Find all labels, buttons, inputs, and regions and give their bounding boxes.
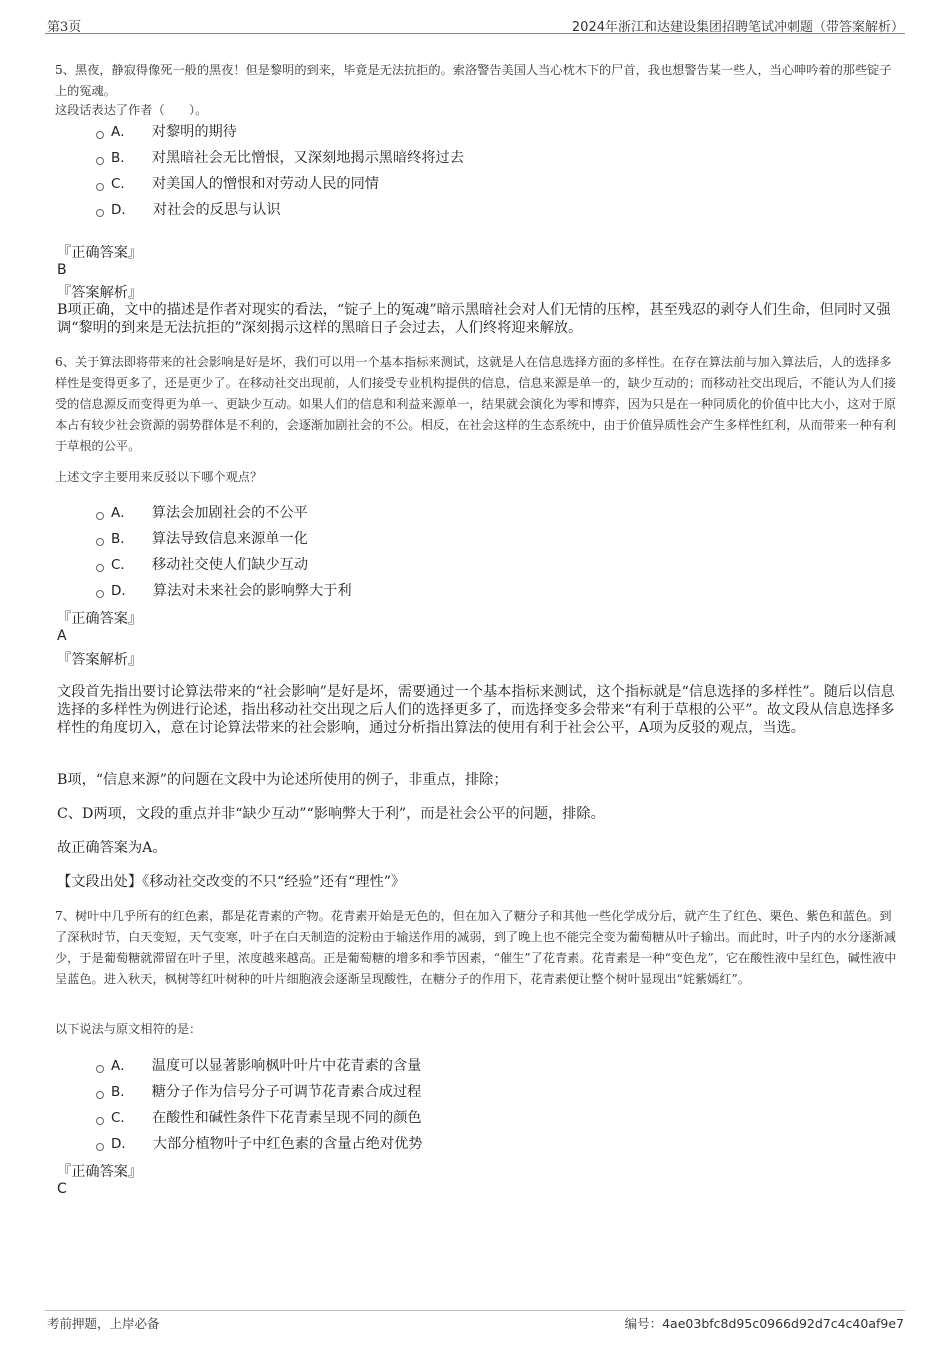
radio-icon[interactable]	[96, 1065, 104, 1073]
q6-source: 【文段出处】《移动社交改变的不只“经验”还有“理性”》	[57, 874, 406, 890]
q6-analysis-p2: B项，“信息来源”的问题在文段中为论述所使用的例子，非重点，排除；	[57, 772, 508, 788]
q7-options	[96, 1053, 422, 1157]
q5-analysis-label: 『答案解析』	[57, 285, 143, 301]
document-code-label: 编号：	[624, 1316, 663, 1331]
q7-option-a[interactable]: A． 温度可以显著影响枫叶叶片中花青素的含量	[96, 1053, 422, 1079]
q6-options	[96, 500, 352, 604]
q5-options	[96, 119, 464, 223]
radio-icon[interactable]	[96, 1143, 104, 1151]
q5-option-a[interactable]: A． 对黎明的期待	[96, 119, 464, 145]
q7-option-c[interactable]: C． 在酸性和碱性条件下花青素呈现不同的颜色	[96, 1105, 422, 1131]
radio-icon[interactable]	[96, 131, 104, 139]
q6-option-c[interactable]: C． 移动社交使人们缺少互动	[96, 552, 352, 578]
radio-icon[interactable]	[96, 538, 104, 546]
q6-stem: 6、关于算法即将带来的社会影响是好是坏，我们可以用一个基本指标来测试，这就是人在信息选择方面的多样性。在存在算法前与加入算法后，人的选择多样性是变得更多了，还是更少了。在移动社交出现前，人们接受专业机构提供的信息，信息来源是单一的，缺少互动的；而移动社交出现后，不能认为人们接受的信息源反而变得更为单一、更缺少互动。如果人们的信息和利益来源单一，结果就会演化为零和博弈，因为只是在一种同质化的价值中比大小，这对于原本占有较少社会资源的弱势群体是不利的，会逐渐加剧社会的不公。相反，在社会这样的生态系统中，由于价值异质性会产生多样性红利，从而带来一种有利于草根的公平。	[55, 355, 896, 453]
q5-analysis: B项正确，文中的描述是作者对现实的看法，“锭子上的冤魂”暗示黑暗社会对人们无情的压榨，甚至残忍的剥夺人们生命，但同时又强调“黎明的到来是无法抗拒的”深刻揭示这样的黑暗日子会过去，人们终将迎来解放。	[57, 302, 891, 336]
q5-answer-label: 『正确答案』	[57, 245, 143, 261]
radio-icon[interactable]	[96, 209, 104, 217]
q7-option-b[interactable]: B． 糖分子作为信号分子可调节花青素合成过程	[96, 1079, 422, 1105]
q5-stem: 5、黑夜，静寂得像死一般的黑夜！但是黎明的到来，毕竟是无法抗拒的。索洛警告美国人当心枕木下的尸首，我也想警告某一些人，当心呻吟着的那些锭子上的冤魂。	[55, 63, 892, 98]
document-title: 2024年浙江和达建设集团招聘笔试冲刺题（带答案解析）	[571, 20, 904, 35]
q7-option-d[interactable]: D． 大部分植物叶子中红色素的含量占绝对优势	[96, 1131, 422, 1157]
radio-icon[interactable]	[96, 1117, 104, 1125]
q6-prompt: 上述文字主要用来反驳以下哪个观点？	[55, 470, 263, 484]
q6-option-d[interactable]: D． 算法对未来社会的影响弊大于利	[96, 578, 352, 604]
document-code	[625, 1314, 904, 1332]
q6-analysis-label: 『答案解析』	[57, 652, 143, 668]
q6-option-a[interactable]: A． 算法会加剧社会的不公平	[96, 500, 352, 526]
radio-icon[interactable]	[96, 564, 104, 572]
q6-answer-label: 『正确答案』	[57, 611, 143, 627]
radio-icon[interactable]	[96, 183, 104, 191]
q6-answer: A	[57, 628, 67, 644]
radio-icon[interactable]	[96, 590, 104, 598]
q7-answer: C	[57, 1181, 67, 1197]
q5-option-b[interactable]: B． 对黑暗社会无比憎恨，又深刻地揭示黑暗终将过去	[96, 145, 464, 171]
q5-option-d[interactable]: D． 对社会的反思与认识	[96, 197, 464, 223]
footer-slogan: 考前押题，上岸必备	[47, 1316, 160, 1331]
q7-prompt: 以下说法与原文相符的是：	[55, 1022, 202, 1036]
q7-answer-label: 『正确答案』	[57, 1164, 143, 1180]
header-divider	[45, 33, 905, 34]
q6-analysis-p1: 文段首先指出要讨论算法带来的“社会影响”是好是坏，需要通过一个基本指标来测试，这个指标就是“信息选择的多样性”。随后以信息选择的多样性为例进行论述，指出移动社交出现之后人们的选择更多了，而选择变多会带来“有利于草根的公平”。故文段从信息选择多样性的角度切入，意在讨论算法带来的社会影响，通过分析指出算法的使用有利于社会公平，A项为反驳的观点，当选。	[57, 684, 895, 736]
q6-analysis-p3: C、D两项，文段的重点并非“缺少互动”“影响弊大于利”，而是社会公平的问题，排除。	[57, 806, 605, 822]
q7-stem: 7、树叶中几乎所有的红色素，都是花青素的产物。花青素开始是无色的，但在加入了糖分子和其他一些化学成分后，就产生了红色、栗色、紫色和蓝色。到了深秋时节，白天变短，天气变寒，叶子在白天制造的淀粉由于输送作用的减弱，到了晚上也不能完全变为葡萄糖从叶子输出。而此时，叶子内的水分逐渐减少，于是葡萄糖就滞留在叶子里，浓度越来越高。正是葡萄糖的增多和季节因素，“催生”了花青素。花青素是一种“变色龙”，它在酸性液中呈红色，碱性液中呈蓝色。进入秋天，枫树等红叶树种的叶片细胞液会逐渐呈现酸性，在糖分子的作用下，花青素便让整个树叶显现出“姹紫嫣红”。	[55, 909, 897, 986]
radio-icon[interactable]	[96, 157, 104, 165]
q5-option-c[interactable]: C． 对美国人的憎恨和对劳动人民的同情	[96, 171, 464, 197]
q5-prompt: 这段话表达了作者（ ）。	[55, 103, 208, 117]
footer-divider	[45, 1310, 905, 1311]
radio-icon[interactable]	[96, 1091, 104, 1099]
q6-analysis-p4: 故正确答案为A。	[57, 840, 167, 856]
q5-answer: B	[57, 262, 67, 278]
radio-icon[interactable]	[96, 512, 104, 520]
page-number: 第3页	[47, 20, 82, 35]
document-code-value: 4ae03bfc8d95c0966d92d7c4c40af9e7	[662, 1316, 904, 1331]
q6-option-b[interactable]: B． 算法导致信息来源单一化	[96, 526, 352, 552]
